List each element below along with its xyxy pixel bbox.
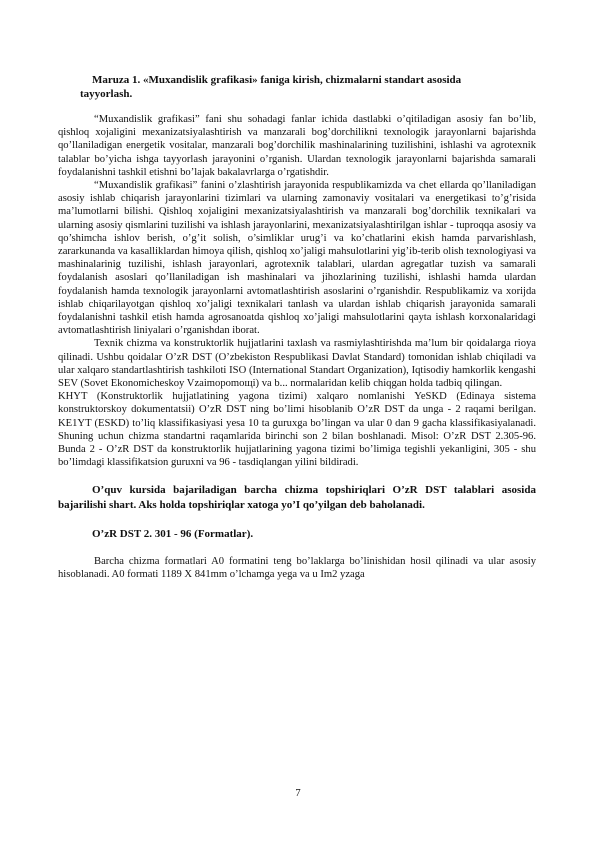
- lecture-title-line1: Maruza 1. «Muxandislik grafikasi» faniga kirish, chizmalarni standart asosida: [92, 74, 462, 86]
- page-number: 7: [295, 788, 301, 799]
- document-page: [58, 73, 536, 581]
- notice-paragraph: O’quv kursida bajariladigan barcha chizma topshiriqlari O’zR DST talablari asosida bajarilishi shart. Aks holda topshiriqlar xatoga yo’I qo’yilgan deb baholanadi.: [58, 484, 536, 512]
- paragraph-mastery: “Muxandislik grafikasi” fanini o’zlashtirish jarayonida respublikamizda va chet ellarda qo’llaniladigan asosiy ishlab chiqarish jarayonlarini tizimlari va ularning zamonaviy vositalari va energetikasi to’g’risida ma’lumotlarni bilishi. Qishloq xojaligini mexanizatsiyalashtirish va manzarali bog’dorchilik texnikalari va ularning asosiy qismlarini tuzilishi va ishlash jarayonlarini, mexanizatsiyalashtirilgan ishlar - tuproqqa asosiy va qo’shimcha ishlov berish, o’g’it solish, o’simliklar urug’i va ko’chatlarini ekish hamda parvarishlash, zararkunanda va kasalliklardan himoya qilish, qishloq xo’jaligi mahsulotlarini yig’ib-terib olish texnologiyasi va mashinalarinig tuzilishi, ishlash jarayonlari, agrotexnik talablari, ulardan agregatlar tuzish va samarali foydalanish asoslari qo’llaniladigan ish mashinalari va jihozlarining tuzilishi, ishlashi hamda ulardan foydalanish hamda texnologik jarayonlarni avtomatlashtirish asoslarini o’rganishdir. Respublikamiz va xorijda ishlab chiqarilayotgan qishloq xo’jaligi texnikalari tanlash va ulardan ishlab chiqarish jarayonida samarali foydalanishni tashkil etish hamda agrosanoatda qishloq xo’jaligi mahsulotlarini qayta ishlash korxonalaridagi avtomatlashtirish liniyalari o’rganishdan iborat.: [58, 180, 536, 337]
- paragraph-khyt: KHYT (Konstruktorlik hujjatlatining yagona tizimi) xalqaro nomlanishi YeSKD (Edinaya sistema konstruktorskoy dokumentatsii) O’zR DST ning bo’limi hisoblanib O’zR DST da unga - 2 raqami berilgan. KE1YT (ESKD) to’liq klassifikasiyasi yesa 10 ta guruxga bo’lingan va ular 0 dan 9 gacha klassifikasiyalanadi. Shuning uchun chizma standartni raqamlarida birinchi son 2 bilan boshlanadi. Misol: O’zR DST 2.305-96. Bunda 2 - O’zR DST da konstruktorlik hujjatlarining yagona tizimi bo’limiga tegishli yekanligini, 305 - shu bo’limdagi klassifikatsion guruxni va 96 - tasdiqlangan yilini bildiradi.: [58, 391, 536, 469]
- lecture-title: [58, 73, 536, 101]
- paragraph-standards: Texnik chizma va konstruktorlik hujjatlarini taxlash va rasmiylashtirishda ma’lum bir qoidalarga rioya qilinadi. Ushbu qoidalar O’zR DST (O’zbekiston Respublikasi Davlat Standard) tomonidan ishlab chiqiladi va ular xalqaro standartlashtirish tashkiloti ISO (International Standart Organization), Iqtisodiy hamkorlik kengashi SEV (Sovet Ekonomicheskoy Vzaimopomoщi) va b... normalaridan kelib chiqgan holda tadbiq qilingan.: [58, 338, 536, 390]
- paragraph-intro: “Muxandislik grafikasi” fani shu sohadagi fanlar ichida dastlabki o’qitiladigan asosiy fan bo’lib, qishloq xojaligini mexanizatsiyalashtirish va manzarali bog’dorchilikni texnologik jarayonlarni bajarishda qo’llaniladigan energetik vositalar, manzarali bog’dorchilik mashinalarining tuzilishini, ishlashi va agrotexnik talablar bo’yicha ishga tayyorlash jarayonini o’rganish. Ulardan texnologik jarayonlarni bajarishda samarali foydalanishni tashkil etishni bo’lajak bakalavrlarga o’rgatishdir.: [58, 114, 536, 178]
- section-heading: O’zR DST 2. 301 - 96 (Formatlar).: [92, 527, 254, 540]
- paragraph-formats: Barcha chizma formatlari A0 formatini teng bo’laklarga bo’linishidan hosil qilinadi va ular asosiy hisoblanadi. A0 formati 1189 X 841mm o’lchamga yega va u Im2 yzaga: [58, 555, 536, 580]
- lecture-title-line2: tayyorlash.: [80, 88, 133, 100]
